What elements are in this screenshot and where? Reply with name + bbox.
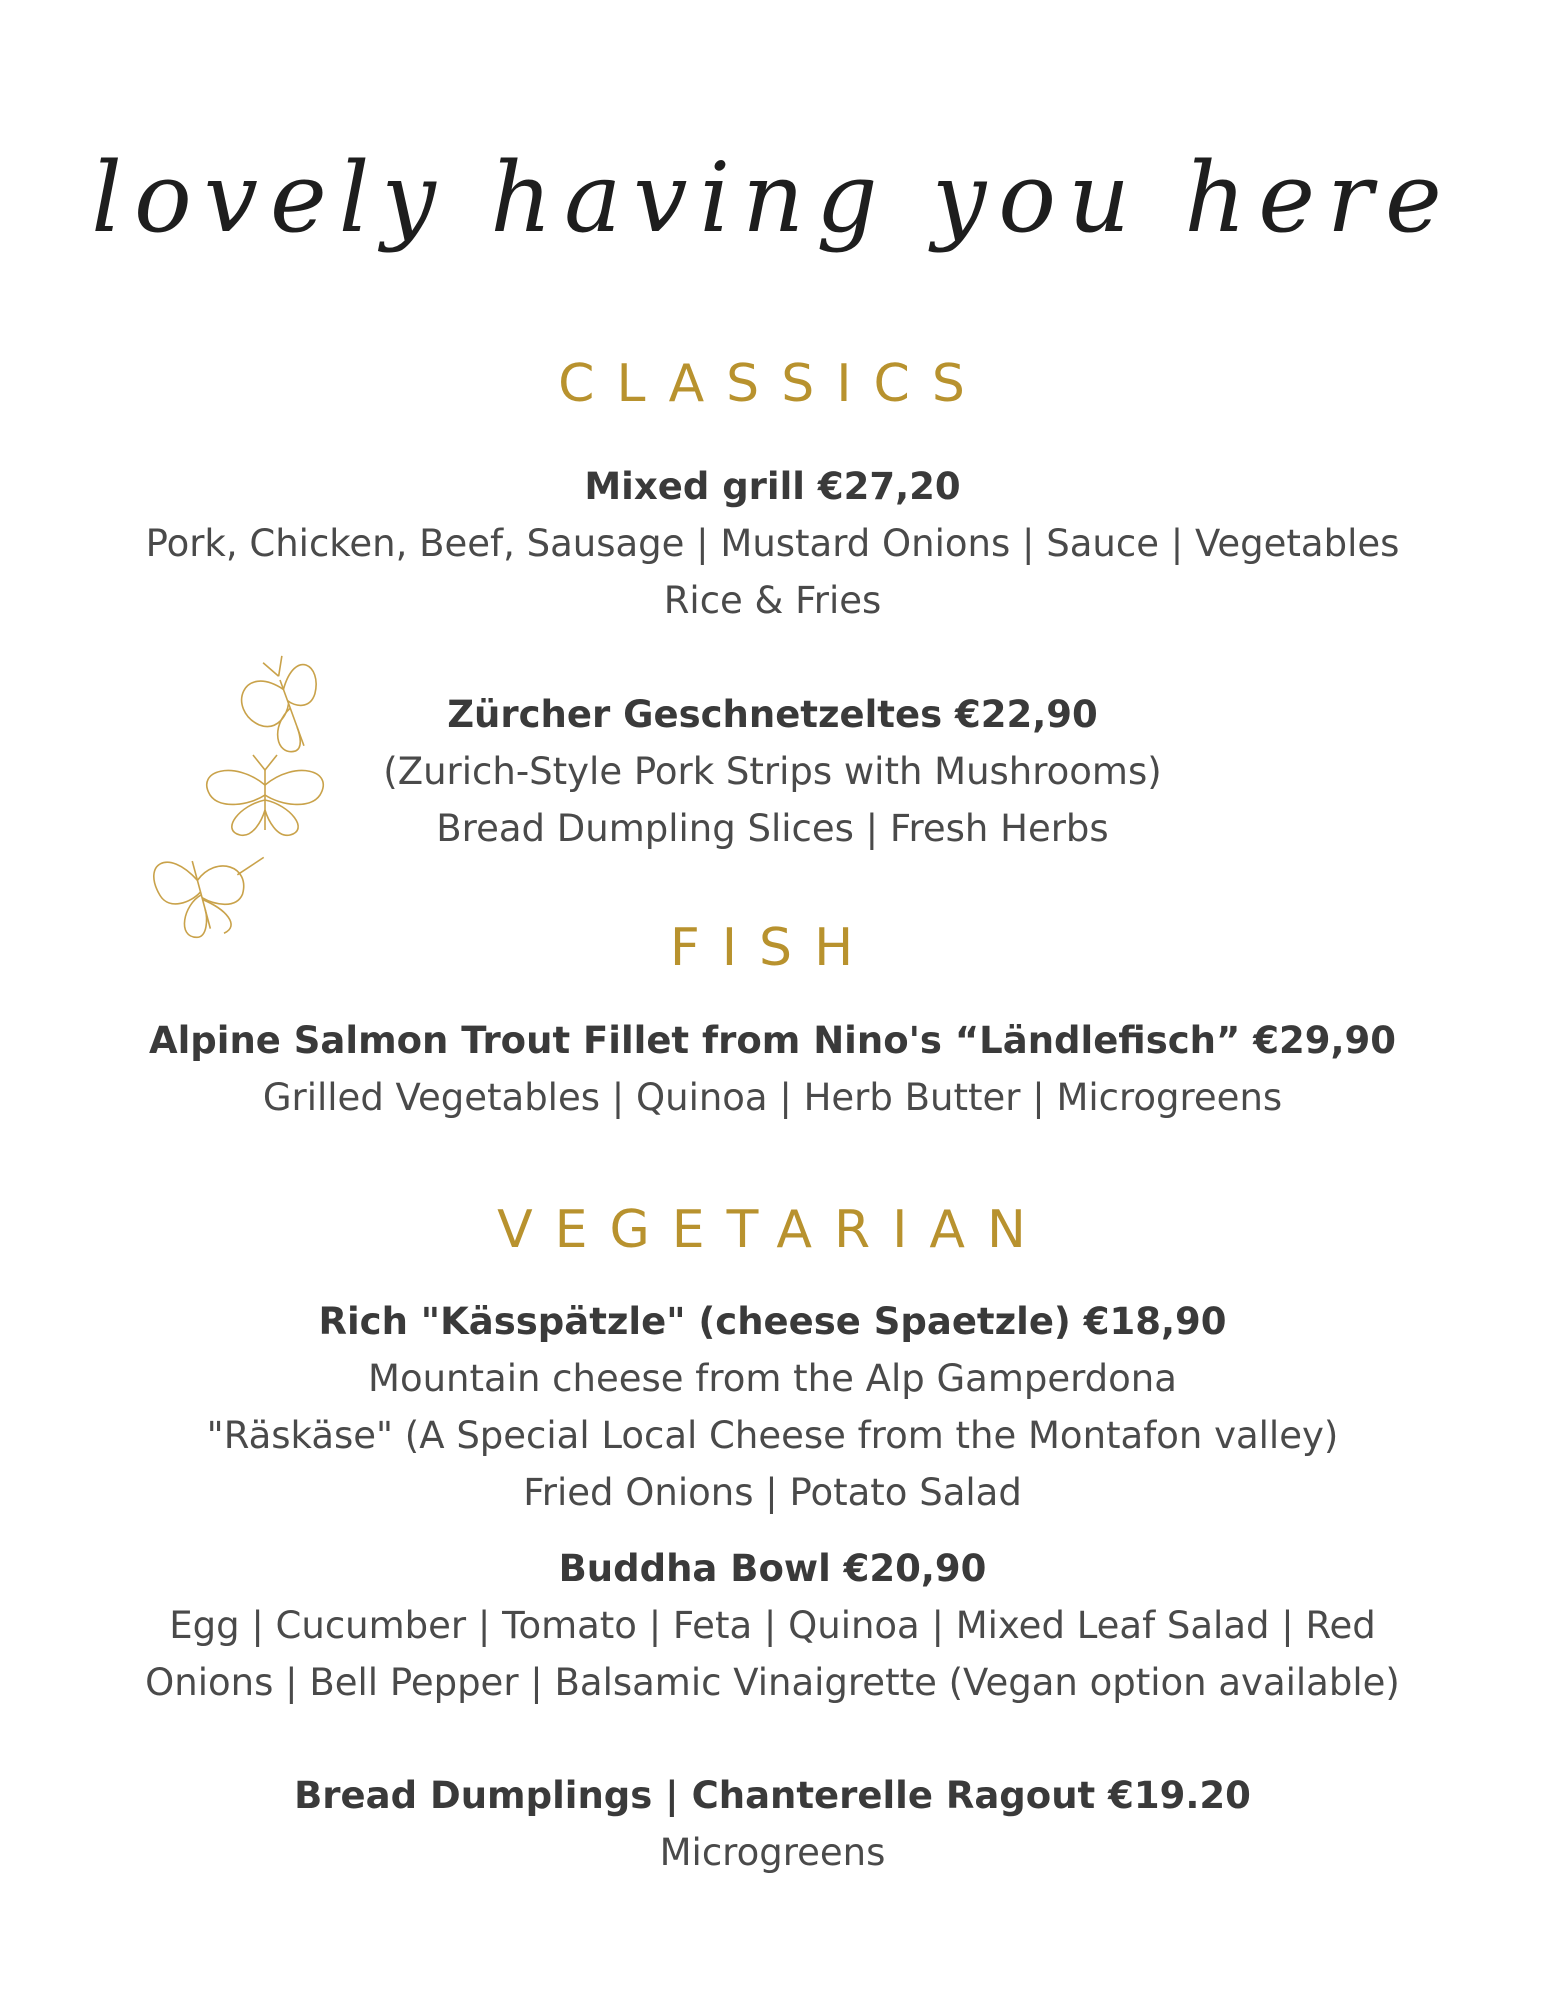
menu-item-description: Grilled Vegetables | Quinoa | Herb Butter | Microgreens bbox=[262, 1076, 1283, 1119]
menu-item-kaesspaetzle bbox=[0, 1293, 1545, 1521]
menu-item-description: (Zurich-Style Pork Strips with Mushrooms) bbox=[383, 750, 1162, 793]
menu-item-title: Mixed grill €27,20 bbox=[584, 465, 961, 508]
menu-item-alpine-salmon-trout bbox=[0, 1012, 1545, 1126]
menu-item-description: Microgreens bbox=[659, 1831, 886, 1874]
section-heading-fish: FISH bbox=[669, 918, 876, 978]
menu-item-title: Rich "Kässpätzle" (cheese Spaetzle) €18,90 bbox=[318, 1300, 1227, 1343]
menu-item-description: Rice & Fries bbox=[663, 579, 882, 622]
butterfly-icon bbox=[207, 755, 324, 835]
menu-item-description: Egg | Cucumber | Tomato | Feta | Quinoa | Mixed Leaf Salad | Red bbox=[169, 1604, 1376, 1647]
menu-item-bread-dumplings bbox=[0, 1767, 1545, 1881]
welcome-script-title: lovely having you here bbox=[91, 142, 1454, 254]
section-heading-vegetarian: VEGETARIAN bbox=[497, 1200, 1048, 1260]
butterfly-icon bbox=[231, 648, 337, 763]
menu-item-description: Mountain cheese from the Alp Gamperdona bbox=[368, 1357, 1177, 1400]
menu-item-description: "Räskäse" (A Special Local Cheese from the Montafon valley) bbox=[206, 1414, 1339, 1457]
menu-item-description: Bread Dumpling Slices | Fresh Herbs bbox=[436, 807, 1109, 850]
menu-item-title: Alpine Salmon Trout Fillet from Nino's “Ländlefisch” €29,90 bbox=[148, 1019, 1397, 1062]
section-heading-classics: CLASSICS bbox=[558, 354, 987, 414]
menu-item-description: Onions | Bell Pepper | Balsamic Vinaigrette (Vegan option available) bbox=[145, 1661, 1400, 1704]
menu-item-description: Pork, Chicken, Beef, Sausage | Mustard Onions | Sauce | Vegetables bbox=[145, 522, 1400, 565]
menu-item-description: Fried Onions | Potato Salad bbox=[523, 1471, 1022, 1514]
menu-item-title: Buddha Bowl €20,90 bbox=[558, 1547, 987, 1590]
menu-item-title: Bread Dumplings | Chanterelle Ragout €19.20 bbox=[294, 1774, 1251, 1817]
menu-item-mixed-grill bbox=[0, 458, 1545, 629]
menu-item-title: Zürcher Geschnetzeltes €22,90 bbox=[447, 693, 1098, 736]
menu-item-buddha-bowl bbox=[0, 1540, 1545, 1711]
butterfly-decoration bbox=[130, 640, 390, 960]
